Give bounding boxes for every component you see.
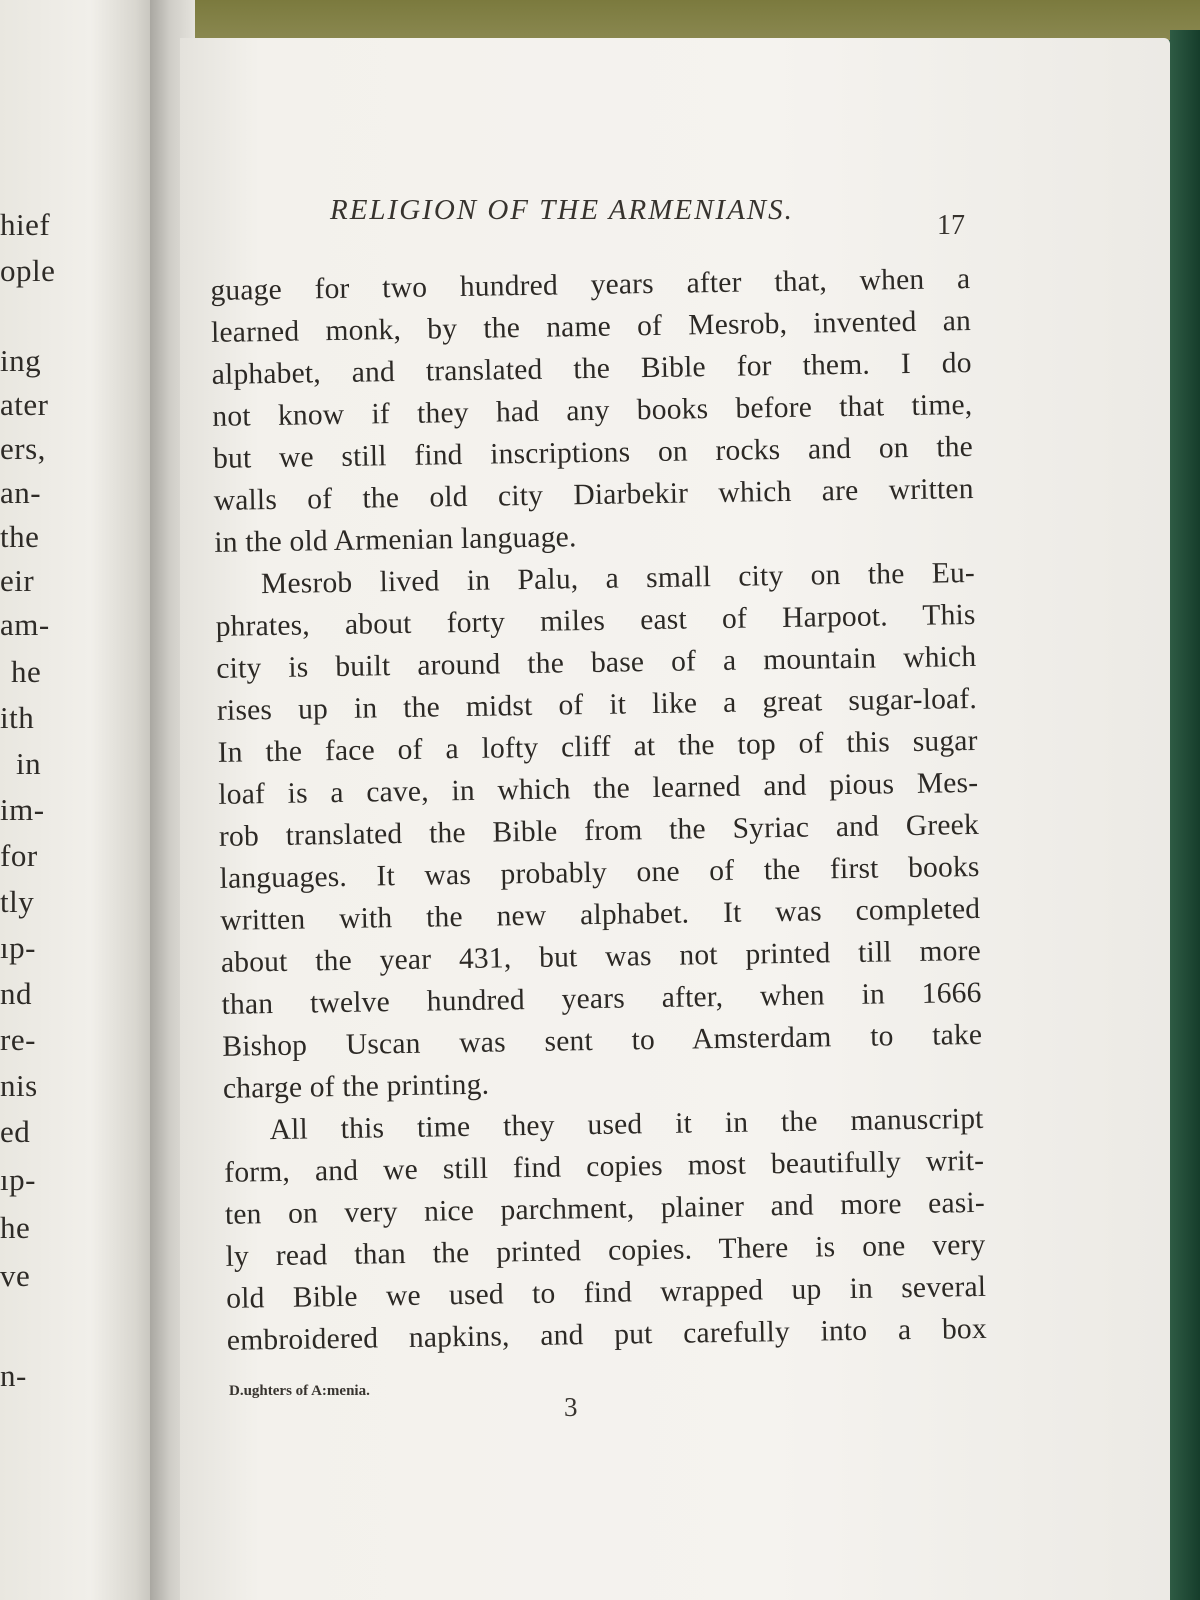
left-page-fragment: tly (0, 884, 35, 919)
text-line: written with the new alphabet. It was completed (220, 892, 981, 937)
left-page-fragment: ıp- (0, 1162, 36, 1197)
text-line: but we still find inscriptions on rocks and on the (212, 430, 974, 475)
text-line: about the year 431, but was not printed till more (220, 934, 982, 979)
left-page-fragment: the (0, 519, 40, 554)
text-line: form, and we still find copies most beautifully writ- (224, 1144, 985, 1189)
text-line: languages. It was probably one of the first books (219, 850, 980, 895)
text-line: than twelve hundred years after, when in 1666 (221, 976, 982, 1021)
text-line: learned monk, by the name of Mesrob, invented an (210, 304, 972, 349)
left-page-fragment: ople (0, 253, 56, 288)
signature-line: D.ughters of A:menia. (229, 1383, 370, 1399)
left-page-fragment: im- (0, 792, 45, 827)
left-page-fragment: hief (0, 207, 51, 242)
left-page-fragment: ater (0, 387, 49, 422)
text-line: city is built around the base of a mountain which (216, 640, 977, 685)
text-line: guage for two hundred years after that, when a (210, 262, 971, 307)
text-line: old Bible we used to find wrapped up in several (226, 1270, 987, 1315)
text-line: rob translated the Bible from the Syriac and Greek (218, 808, 980, 853)
text-line: phrates, about forty miles east of Harpoot. This (215, 598, 976, 643)
running-head: RELIGION OF THE ARMENIANS. (330, 194, 794, 226)
left-page-fragment: nis (0, 1068, 38, 1103)
left-page-fragment: for (0, 838, 38, 873)
text-line: All this time they used it in the manuscript (269, 1102, 984, 1147)
text-line: ly read than the printed copies. There is one very (225, 1228, 986, 1273)
text-line: in the old Armenian language. (214, 521, 577, 559)
text-line: Mesrob lived in Palu, a small city on the Eu- (260, 556, 976, 601)
left-page-fragment: an- (0, 475, 42, 510)
text-line: charge of the printing. (222, 1068, 490, 1105)
text-line: ten on very nice parchment, plainer and more easi- (224, 1186, 986, 1231)
left-page-fragment: ers, (0, 431, 46, 466)
left-page-fragment: ith (0, 700, 35, 735)
left-page-fragment: n- (0, 1358, 27, 1393)
left-page-fragment: nd (0, 976, 32, 1011)
left-page (0, 0, 165, 1600)
text-line: alphabet, and translated the Bible for them. I do (211, 346, 972, 391)
left-page-fragment: eir (0, 563, 35, 598)
text-line: walls of the old city Diarbekir which are written (213, 472, 974, 517)
page-number: 17 (937, 210, 965, 241)
left-page-fragment: he (0, 1210, 31, 1245)
left-page-fragment: he (11, 654, 42, 689)
text-line: rises up in the midst of it like a great sugar-loaf. (216, 682, 978, 727)
book-cover-edge (1170, 30, 1200, 1600)
left-page-fragment: ing (0, 343, 42, 378)
text-line: Bishop Uscan was sent to Amsterdam to take (222, 1018, 983, 1063)
left-page-fragment: ıp- (0, 930, 36, 965)
text-line: embroidered napkins, and put carefully into a box (226, 1312, 988, 1357)
left-page-fragment: ed (0, 1114, 31, 1149)
text-line: loaf is a cave, in which the learned and pious Mes- (218, 766, 979, 811)
left-page-fragment: re- (0, 1022, 36, 1057)
left-page-fragment: ve (0, 1258, 31, 1293)
signature-mark: 3 (564, 1392, 578, 1422)
left-page-fragment: in (16, 746, 42, 781)
text-line: not know if they had any books before that time, (212, 388, 973, 433)
text-line: In the face of a lofty cliff at the top of this sugar (217, 724, 978, 769)
left-page-fragment: am- (0, 607, 50, 642)
